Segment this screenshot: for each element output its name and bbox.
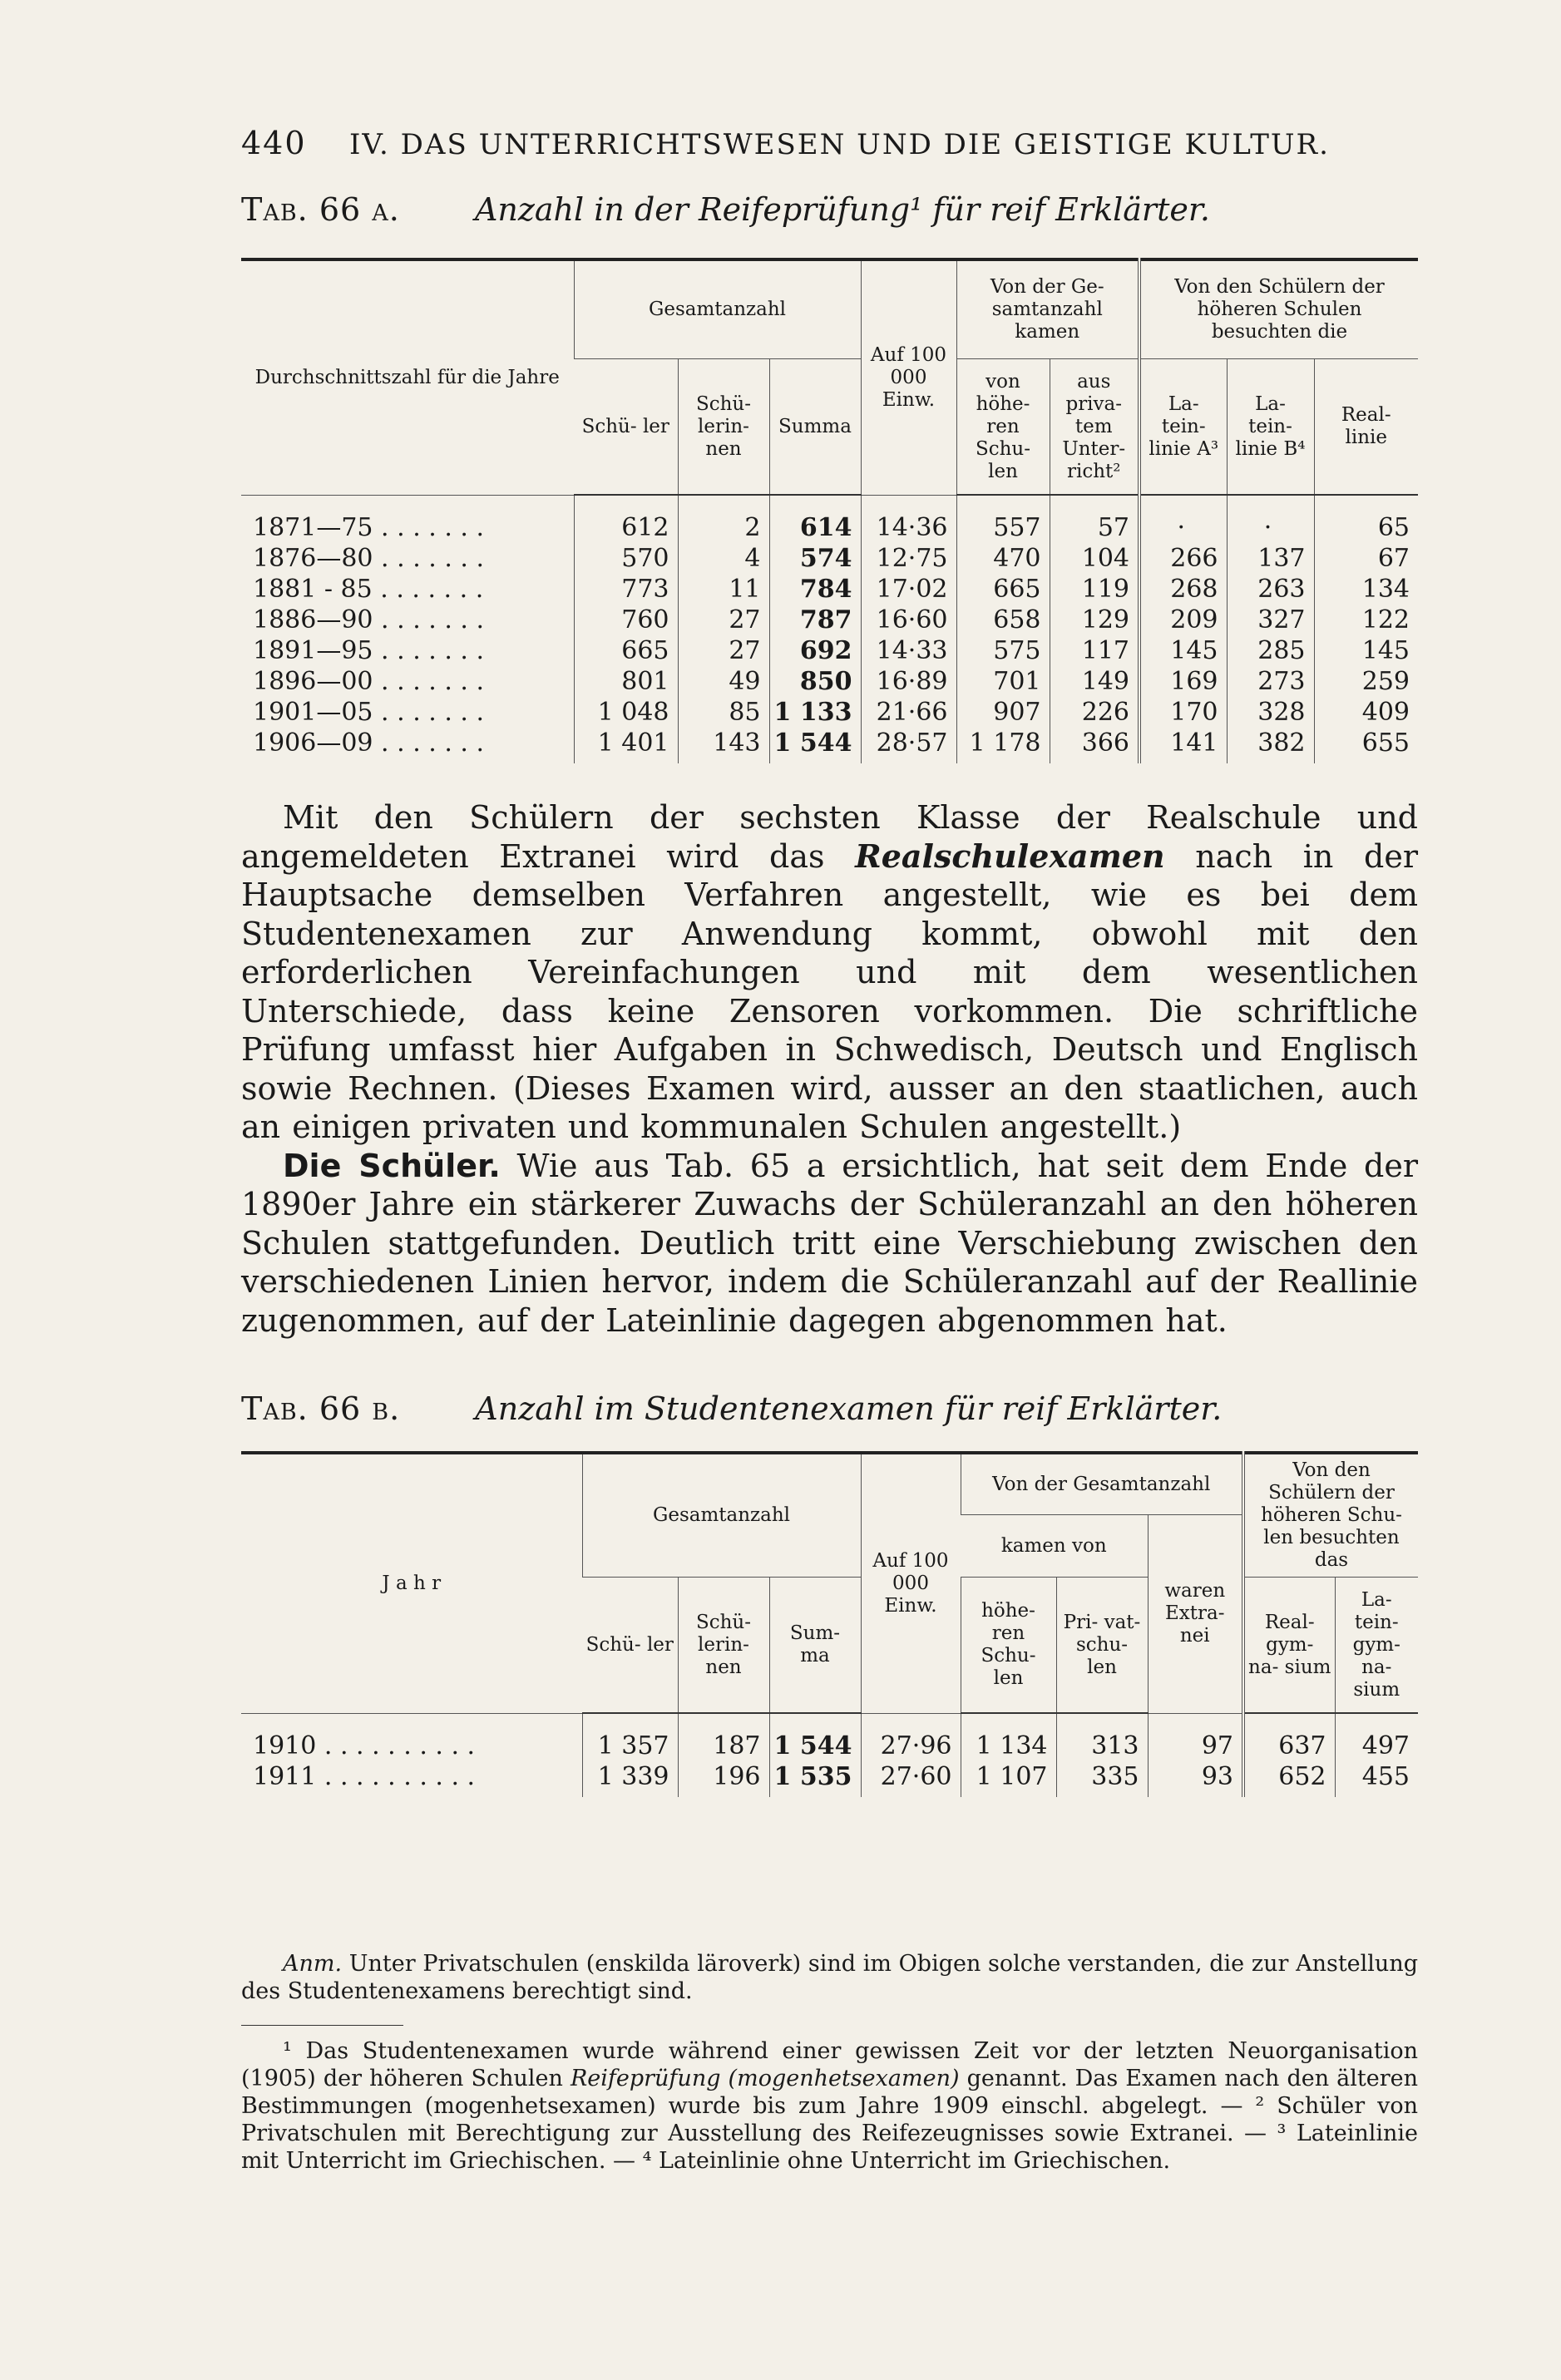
table-a-label: Tab. 66 a. <box>241 191 400 228</box>
cell-per100k: 27·60 <box>861 1761 961 1797</box>
cell-privat: 117 <box>1050 635 1139 666</box>
table-note <box>241 1950 1418 2005</box>
cell-period: 1871—75 . . . . . . . <box>253 512 485 542</box>
cell-summa: 1 535 <box>769 1761 861 1797</box>
header-gesamt: Gesamtanzahl <box>582 1453 861 1578</box>
cell-summa: 614 <box>769 495 861 543</box>
cell-summa: 692 <box>769 635 861 666</box>
header-von-gesamt: Von der Gesamtanzahl <box>961 1453 1243 1515</box>
header-extranei: waren Extra- nei <box>1148 1515 1243 1714</box>
header-per100k: Auf 100 000 Einw. <box>861 259 956 495</box>
cell-extranei: 97 <box>1148 1713 1243 1761</box>
header-gesamt: Gesamtanzahl <box>574 259 861 359</box>
page-number: 440 <box>241 125 307 161</box>
table-row <box>241 1761 1418 1797</box>
cell-latein-a: 209 <box>1139 605 1227 635</box>
running-head <box>241 125 1418 161</box>
cell-real: 409 <box>1314 697 1418 728</box>
cell-latein-b: 285 <box>1227 635 1314 666</box>
cell-latein-b: 327 <box>1227 605 1314 635</box>
cell-jahr: 1910 . . . . . . . . . . <box>253 1731 476 1760</box>
cell-hoeheren: 575 <box>956 635 1050 666</box>
text-span: Mit den Schülern der sechsten Klasse der Realschule und angemeldeten Extranei wird das <box>241 799 1418 875</box>
cell-lateingym: 497 <box>1335 1713 1418 1761</box>
header-latein-b: La- tein- linie B⁴ <box>1227 359 1314 496</box>
cell-real: 134 <box>1314 574 1418 605</box>
cell-hoeheren: 907 <box>956 697 1050 728</box>
table-row <box>241 495 1418 543</box>
table-row <box>241 1713 1418 1761</box>
table-row <box>241 666 1418 697</box>
cell-summa: 787 <box>769 605 861 635</box>
cell-summa: 1 133 <box>769 697 861 728</box>
cell-schuelerinnen: 49 <box>678 666 769 697</box>
header-latein-a: La- tein- linie A³ <box>1139 359 1227 496</box>
cell-realgym: 637 <box>1243 1713 1335 1761</box>
cell-latein-a: 268 <box>1139 574 1227 605</box>
header-period: Durchschnittszahl für die Jahre <box>241 259 574 495</box>
cell-hoeheren: 1 178 <box>956 728 1050 763</box>
cell-real: 145 <box>1314 635 1418 666</box>
header-privat: Pri- vat- schu- len <box>1056 1578 1148 1714</box>
cell-privat: 366 <box>1050 728 1139 763</box>
cell-schueler: 1 048 <box>574 697 678 728</box>
cell-schuelerinnen: 187 <box>678 1713 769 1761</box>
cell-real: 259 <box>1314 666 1418 697</box>
header-von-schuelern: Von den Schülern der höheren Schu- len besuchten das <box>1243 1453 1418 1578</box>
cell-latein-a: 141 <box>1139 728 1227 763</box>
cell-period: 1901—05 . . . . . . . <box>253 698 485 727</box>
cell-real: 655 <box>1314 728 1418 763</box>
cell-extranei: 93 <box>1148 1761 1243 1797</box>
header-per100k: Auf 100 000 Einw. <box>861 1453 961 1713</box>
cell-privat: 119 <box>1050 574 1139 605</box>
cell-jahr: 1911 . . . . . . . . . . <box>253 1762 476 1791</box>
header-schueler: Schü- ler <box>582 1578 678 1714</box>
header-schuelerinnen: Schü- lerin- nen <box>678 359 769 496</box>
cell-privat: 129 <box>1050 605 1139 635</box>
footnote-text: genannt. Das Examen nach den älteren Bestimmungen (mogenhetsexamen) wurde bis zum Jahre 1909 einschl. abgelegt. — ² Schüler von Privatschulen mit Berechtigung zur Ausstellung des Reifezeugnisses sowie Extranei. — ³ Lateinlinie mit Unterricht im Griechischen. — ⁴ Lateinlinie ohne Unterricht im Griechischen. <box>241 2066 1419 2174</box>
cell-latein-a: 145 <box>1139 635 1227 666</box>
cell-hoeheren: 557 <box>956 495 1050 543</box>
note-text: Unter Privatschulen (enskilda läroverk) sind im Obigen solche verstanden, die zur Anstellung des Studentenexamens berechtigt sind. <box>241 1951 1418 2004</box>
cell-hoeheren: 1 107 <box>961 1761 1056 1797</box>
cell-schuelerinnen: 27 <box>678 605 769 635</box>
cell-schuelerinnen: 196 <box>678 1761 769 1797</box>
paragraph-realschulexamen <box>241 798 1418 1147</box>
header-hoeheren: von höhe- ren Schu- len <box>956 359 1050 496</box>
cell-summa: 784 <box>769 574 861 605</box>
cell-schuelerinnen: 4 <box>678 543 769 574</box>
cell-summa: 574 <box>769 543 861 574</box>
header-schueler: Schü- ler <box>574 359 678 496</box>
cell-privat: 57 <box>1050 495 1139 543</box>
cell-real: 122 <box>1314 605 1418 635</box>
cell-per100k: 14·33 <box>861 635 956 666</box>
running-title: IV. DAS UNTERRICHTSWESEN UND DIE GEISTIGE KULTUR. <box>349 128 1330 161</box>
table-a <box>241 258 1418 763</box>
footnotes <box>241 2037 1418 2175</box>
cell-summa: 850 <box>769 666 861 697</box>
table-row <box>241 543 1418 574</box>
cell-hoeheren: 470 <box>956 543 1050 574</box>
cell-latein-b: · <box>1227 495 1314 543</box>
section-heading: Die Schüler. <box>283 1147 501 1184</box>
text-span: Wie aus Tab. 65 a ersichtlich, hat seit dem Ende der 1890er Jahre ein stärkerer Zuwachs der Schüleranzahl an den höheren Schulen stattgefunden. Deutlich tritt eine Verschiebung zwischen den verschiedenen Linien hervor, indem die Schüleranzahl auf der Reallinie zugenommen, auf der Lateinlinie dagegen abgenommen hat. <box>241 1147 1419 1339</box>
cell-schueler: 612 <box>574 495 678 543</box>
table-a-title: Anzahl in der Reifeprüfung¹ für reif Erklärter. <box>474 191 1210 228</box>
header-lateingym: La- tein- gym- na- sium <box>1335 1578 1418 1714</box>
header-schuelerinnen: Schü- lerin- nen <box>678 1578 769 1714</box>
cell-summa: 1 544 <box>769 1713 861 1761</box>
cell-period: 1876—80 . . . . . . . <box>253 544 485 573</box>
cell-schueler: 1 339 <box>582 1761 678 1797</box>
cell-schueler: 665 <box>574 635 678 666</box>
cell-real: 65 <box>1314 495 1418 543</box>
table-b <box>241 1451 1418 1797</box>
cell-schueler: 760 <box>574 605 678 635</box>
cell-privat: 335 <box>1056 1761 1148 1797</box>
cell-period: 1906—09 . . . . . . . <box>253 728 485 758</box>
cell-privat: 226 <box>1050 697 1139 728</box>
table-row <box>241 697 1418 728</box>
header-von-schuelern: Von den Schülern der höheren Schulen besuchten die <box>1139 259 1418 359</box>
table-row <box>241 728 1418 763</box>
cell-realgym: 652 <box>1243 1761 1335 1797</box>
cell-per100k: 28·57 <box>861 728 956 763</box>
cell-per100k: 21·66 <box>861 697 956 728</box>
paragraph-schueler <box>241 1147 1418 1341</box>
table-row <box>241 635 1418 666</box>
table-row <box>241 605 1418 635</box>
text-emphasis: Realschulexamen <box>855 837 1165 875</box>
cell-latein-b: 328 <box>1227 697 1314 728</box>
cell-latein-b: 137 <box>1227 543 1314 574</box>
cell-lateingym: 455 <box>1335 1761 1418 1797</box>
cell-period: 1886—90 . . . . . . . <box>253 605 485 635</box>
cell-summa: 1 544 <box>769 728 861 763</box>
note-label: Anm. <box>283 1951 343 1977</box>
header-kamen-von: kamen von <box>961 1515 1148 1578</box>
cell-privat: 104 <box>1050 543 1139 574</box>
text-span: nach in der Hauptsache demselben Verfahren angestellt, wie es bei dem Studentenexamen zur Anwendung kommt, obwohl mit den erforderlichen Vereinfachungen und mit dem wesentlichen Unterschiede, dass keine Zensoren vorkommen. Die schriftliche Prüfung umfasst hier Aufgaben in Schwedisch, Deutsch und Englisch sowie Rechnen. (Dieses Examen wird, ausser an den staatlichen, auch an einigen privaten und kommunalen Schulen angestellt.) <box>241 837 1418 1145</box>
header-summa: Sum- ma <box>769 1578 861 1714</box>
table-b-title: Anzahl im Studentenexamen für reif Erklärter. <box>475 1390 1223 1427</box>
header-privat: aus priva- tem Unter- richt² <box>1050 359 1139 496</box>
cell-privat: 149 <box>1050 666 1139 697</box>
cell-period: 1896—00 . . . . . . . <box>253 667 485 696</box>
cell-latein-a: 266 <box>1139 543 1227 574</box>
cell-latein-b: 263 <box>1227 574 1314 605</box>
cell-latein-a: 169 <box>1139 666 1227 697</box>
table-a-caption <box>241 191 1210 228</box>
cell-latein-b: 382 <box>1227 728 1314 763</box>
table-row <box>241 574 1418 605</box>
cell-latein-a: · <box>1139 495 1227 543</box>
cell-period: 1881 - 85 . . . . . . . <box>253 575 484 604</box>
cell-period: 1891—95 . . . . . . . <box>253 636 485 665</box>
cell-real: 67 <box>1314 543 1418 574</box>
header-jahr: J a h r <box>241 1453 582 1713</box>
cell-hoeheren: 1 134 <box>961 1713 1056 1761</box>
cell-hoeheren: 701 <box>956 666 1050 697</box>
cell-latein-a: 170 <box>1139 697 1227 728</box>
cell-schuelerinnen: 2 <box>678 495 769 543</box>
table-b-caption <box>241 1390 1222 1427</box>
cell-hoeheren: 665 <box>956 574 1050 605</box>
cell-schueler: 1 401 <box>574 728 678 763</box>
cell-latein-b: 273 <box>1227 666 1314 697</box>
header-summa: Summa <box>769 359 861 496</box>
cell-schueler: 773 <box>574 574 678 605</box>
cell-schuelerinnen: 11 <box>678 574 769 605</box>
footnote-emphasis: Reifeprüfung (mogenhetsexamen) <box>570 2066 960 2091</box>
cell-schueler: 801 <box>574 666 678 697</box>
header-von-gesamt: Von der Ge- samtanzahl kamen <box>956 259 1139 359</box>
body-text <box>241 798 1418 1340</box>
header-reallinie: Real- linie <box>1314 359 1418 496</box>
cell-per100k: 16·89 <box>861 666 956 697</box>
table-b-label: Tab. 66 b. <box>241 1390 401 1427</box>
cell-per100k: 14·36 <box>861 495 956 543</box>
cell-schueler: 1 357 <box>582 1713 678 1761</box>
cell-schueler: 570 <box>574 543 678 574</box>
footnote-text: ¹ Das Studentenexamen wurde während einer gewissen Zeit vor der letzten Neuorganisation (1905) der höheren Schulen <box>241 2038 1418 2091</box>
cell-schuelerinnen: 27 <box>678 635 769 666</box>
cell-per100k: 27·96 <box>861 1713 961 1761</box>
cell-privat: 313 <box>1056 1713 1148 1761</box>
header-realgym: Real- gym- na- sium <box>1243 1578 1335 1714</box>
cell-per100k: 12·75 <box>861 543 956 574</box>
cell-schuelerinnen: 143 <box>678 728 769 763</box>
footnote-divider <box>241 2025 403 2026</box>
cell-hoeheren: 658 <box>956 605 1050 635</box>
cell-schuelerinnen: 85 <box>678 697 769 728</box>
cell-per100k: 16·60 <box>861 605 956 635</box>
cell-per100k: 17·02 <box>861 574 956 605</box>
header-hoeheren: höhe- ren Schu- len <box>961 1578 1056 1714</box>
